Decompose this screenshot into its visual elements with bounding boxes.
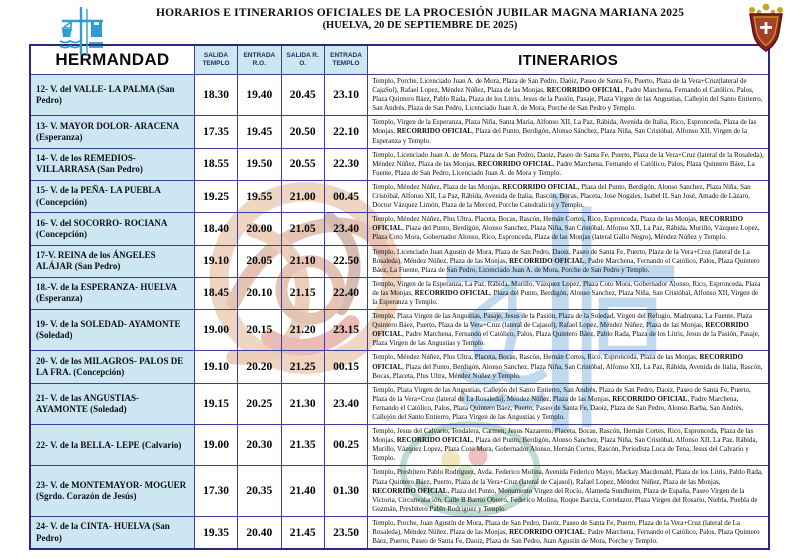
salida-templo-time: 19.25 <box>194 180 237 212</box>
itinerario-text: Templo, Jesus del Calvario, Tendalera, Carmen, Jesus Nazareno, Placeta, Bocas, Rascón, Hernán Cortes, Rico, Espronceda, Plaza de las Monjas, RECORRIDO OFICIAL, Plaza del Punto, Berdigón, Alonso Sanchez, Plaza Niña, San Cristóbal, Alfonso XII, La Paz, Rábida, Murillo, Vázquez Lopez, Plaza Coto Mora, Gobernador Alonso, Hernán Cortes, Rascón, Periodista Luca de Tena, Jesus del Calvario y Templo. <box>368 425 769 466</box>
salida-templo-time: 19.00 <box>194 310 237 351</box>
table-row <box>30 310 769 351</box>
hermandad-name: 19- V. de la SOLEDAD- AYAMONTE (Soledad) <box>30 310 194 351</box>
salida-ro-time: 21.05 <box>281 213 324 245</box>
entrada-ro-time: 20.05 <box>238 245 281 277</box>
itinerario-text: Templo, Plaza Virgen de las Angustias, Pasaje, Jesus de la Pasión, Plaza de la Soledad, Virgen del Refugio, Madreana, La Fuente, Plaza Quintero Báez, Puerto, Plaza de la Vera+Cruz (lateral de Cajasol), Rafael Lopez, Méndez Núñez, Plaza de las Monjas, RECORRIDO OFICIAL, Padre Marchena, Fernando el Católico, Palos, Plaza Quintero Báez, Pablo Rada, Plaza de los Litris, Jesus de la Pasión, Pasaje, Plaza Virgen de las Angustias y Templo. <box>368 310 769 351</box>
salida-ro-time: 21.35 <box>281 425 324 466</box>
salida-ro-time: 21.45 <box>281 516 324 549</box>
hermandad-name: 17-V. REINA de los ÁNGELES ALÁJAR (San Pedro) <box>30 245 194 277</box>
entrada-ro-time: 19.55 <box>238 180 281 212</box>
hermandad-name: 18.-V. de la ESPERANZA- HUELVA (Esperanza) <box>30 277 194 309</box>
entrada-templo-time: 00.45 <box>324 180 367 212</box>
table-row <box>30 466 769 516</box>
title-line2: (HUELVA, 20 DE SEPTIEMBRE DE 2025) <box>322 20 518 31</box>
salida-ro-time: 21.00 <box>281 180 324 212</box>
hermandad-crest-icon <box>742 3 790 55</box>
table-row <box>30 245 769 277</box>
column-header-entrada-templo: ENTRADA TEMPLO <box>324 45 367 75</box>
hermandad-name: 21- V. de las ANGUSTIAS- AYAMONTE (Soledad) <box>30 383 194 424</box>
entrada-templo-time: 00.25 <box>324 425 367 466</box>
entrada-templo-time: 23.15 <box>324 310 367 351</box>
entrada-ro-time: 20.25 <box>238 383 281 424</box>
diocese-cross-logo-icon <box>56 5 106 57</box>
itinerario-text: Templo, Méndez Núñez, Plus Ultra, Placeta, Bocas, Rascón, Hernán Cortes, Rico, Espronceda, Plaza de las Monjas, RECORRIDO OFICIAL, Plaza del Punto, Berdigón, Alonso Sanchez, Plaza Niña, San Cristóbal, Alfonso XII, La Paz, Rábida, Murillo, Vázquez Lopez, Plaza Coto Mora, Gobernador Alonso, Rico, Espronceda, Plaza de las Monjas (lateral Gallo Negro), Méndez Núñez y Templo. <box>368 213 769 245</box>
hermandad-name: 14- V. de los REMEDIOS- VILLARRASA (San Pedro) <box>30 148 194 180</box>
table-row <box>30 277 769 309</box>
column-header-hermandad: HERMANDAD <box>30 45 194 75</box>
salida-templo-time: 18.45 <box>194 277 237 309</box>
entrada-templo-time: 22.30 <box>324 148 367 180</box>
itinerario-text: Templo, Porche, Licenciado Juan A. de Mora, Plaza de San Pedro, Daóiz, Paseo de Santa Fe, Puerto, Plaza de la Vera+Cruz(lateral de CajaSol), Rafael Lopez, Méndez Núñez, Plaza de las Monjas, RECORRIDO OFICIAL, Padre Marchena, Fernando el Católico, Palos, Plaza Quintero Báez, Pablo Rada, Plaza de los Litris, Jesus de la Pasión, Pasaje, Plaza Virgen de las Angustias, Callejón del Santo Entierro, San Andrés, Plaza de San Pedro, Licenciado Juan A. de Mora, Porche de San Pedro y Templo. <box>368 75 769 116</box>
salida-ro-time: 21.30 <box>281 383 324 424</box>
document-header <box>0 0 800 44</box>
salida-ro-time: 21.15 <box>281 277 324 309</box>
hermandad-name: 15- V. de la PEÑA- LA PUEBLA (Concepción) <box>30 180 194 212</box>
entrada-templo-time: 22.10 <box>324 116 367 148</box>
entrada-ro-time: 20.00 <box>238 213 281 245</box>
entrada-ro-time: 20.35 <box>238 466 281 516</box>
salida-templo-time: 18.30 <box>194 75 237 116</box>
salida-templo-time: 17.35 <box>194 116 237 148</box>
table-row <box>30 425 769 466</box>
title-line1: HORARIOS E ITINERARIOS OFICIALES DE LA PROCESIÓN JUBILAR MAGNA MARIANA 2025 <box>155 7 685 19</box>
itinerario-text: Templo, Méndez Núñez, Plaza de las Monjas, RECORRIDO OFICIAL, Plaza del Punto, Berdigón, Alonso Sanchez, Plaza Niña, San Cristóbal, Alfonso XII, La Paz, Rábida, Avenida de Italia, Rascón, Bocas, Placeta, Jose Nogales, Isabel II, San José, Amado de Lázaro, Doctor Vázquez Limón, Plaza de la Merced, Porche Catedralicio y Templo. <box>368 180 769 212</box>
hermandad-name: 20- V. de los MILAGROS- PALOS DE LA FRA. (Concepción) <box>30 351 194 383</box>
hermandad-name: 16- V. del SOCORRO- ROCIANA (Concepción) <box>30 213 194 245</box>
itinerario-text: Templo, Presbítero Pablo Rodríguez, Avda. Federico Molina, Avenida Federico Mayo, Mackay Macdonald, Plaza de los Litris, Pablo Rada, Plaza Quintero Báez, Puerto, Plaza de la Vera+Cruz (lateral de Cajasol), Rafael Lopez, Méndez Núñez, Plaza de las Monjas, RECORRIDO OFICIAL, Plaza del Punto, Monumento Virgen del Rocío, Alameda Sundheim, Plaza de España, Paseo Virgen de la Victoria, Circunvalación, Calle B Barrio Obrero, Federico Molina, Roque Barcia, Cortelazor, Plaza Virgen del Rosario, Niebla, Puebla de Guzmán, Presbítero Pablo Rodríguez y Templo. <box>368 466 769 516</box>
itinerario-text: Templo, Méndez Núñez, Plus Ultra, Placeta, Bocas, Rascón, Hernán Cortes, Rico, Espronceda, Plaza de las Monjas, RECORRIDO OFICIAL, Plaza del Punto, Berdigón, Alonso Sanchez, Plaza Niña, San Cristóbal, Alfonso XII, La Paz, Rábida, Avenida de Italia, Rascón, Bocas, Placeta, Plus Ultra, Méndez Núñez y Templo. <box>368 351 769 383</box>
entrada-templo-time: 23.40 <box>324 383 367 424</box>
salida-templo-time: 19.10 <box>194 245 237 277</box>
salida-ro-time: 20.50 <box>281 116 324 148</box>
salida-templo-time: 19.15 <box>194 383 237 424</box>
document-title <box>110 7 730 31</box>
hermandad-name: 24- V. de la CINTA- HUELVA (San Pedro) <box>30 516 194 549</box>
salida-ro-time: 21.40 <box>281 466 324 516</box>
salida-ro-time: 21.25 <box>281 351 324 383</box>
salida-ro-time: 20.45 <box>281 75 324 116</box>
salida-templo-time: 18.40 <box>194 213 237 245</box>
table-row <box>30 75 769 116</box>
itinerario-text: Templo, Porche, Juan Agustín de Mora, Plaza de San Pedro, Daoiz, Paseo de Santa Fe, Puerto, Plaza de la Vera+Cruz (lateral de La Rosaleda), Méndez Núñez, Plaza de las Monjas, RECORRIDO OFICIAL, Padre Marchena, Fernando el Católico, Palos, Plaza Quintero Báez, Puerto, Paseo de Santa Fe, Daoiz, Plaza de San Pedro, Juan Agustín de Mora, Porche y Templo. <box>368 516 769 549</box>
entrada-ro-time: 20.20 <box>238 351 281 383</box>
salida-templo-time: 19.00 <box>194 425 237 466</box>
table-row <box>30 116 769 148</box>
salida-ro-time: 21.10 <box>281 245 324 277</box>
salida-ro-time: 21.20 <box>281 310 324 351</box>
itinerario-text: Templo, Licenciado Juan Agustín de Mora, Plaza de San Pedro, Daoiz, Paseo de Santa Fe, Puerto, Plaza de la Vera+Cruz (lateral de La Rosaleda), Méndez Núñez, Plaza de las Monjas, RECORRIDO OFICIAL, Padre Marchena, Fernando el Católico, Palos, Plaza Quintero Báez, La Fuente, Plaza de San Pedro, Licenciado Juan A. de Mora, Porche de San Pedro y Templo. <box>368 245 769 277</box>
entrada-templo-time: 23.50 <box>324 516 367 549</box>
rows-body <box>30 75 769 550</box>
horarios-itinerarios-table <box>29 44 770 550</box>
itinerario-text: Templo, Licenciado Juan A. de Mora, Plaza de San Pedro, Daoiz, Paseo de Santa Fe, Puerto, Plaza de la Vera+Cruz (lateral de la Rosaleda), Méndez Núñez, Plaza de las Monjas, RECORRIDO OFICIAL, Padre Marchena, Fernando el Católico, Palos, Plaza Quintero Báez, La Fuente, Plaza de San Pedro, Licenciado Juan A. de Mora y Templo. <box>368 148 769 180</box>
table-row <box>30 351 769 383</box>
hermandad-name: 23- V. de MONTEMAYOR- MOGUER (Sgrdo. Corazón de Jesús) <box>30 466 194 516</box>
entrada-ro-time: 19.50 <box>238 148 281 180</box>
salida-templo-time: 18.55 <box>194 148 237 180</box>
salida-templo-time: 17.30 <box>194 466 237 516</box>
table-header-row <box>30 45 769 75</box>
table-row <box>30 383 769 424</box>
entrada-ro-time: 20.40 <box>238 516 281 549</box>
table-row <box>30 148 769 180</box>
hermandad-name: 22- V. de la BELLA- LEPE (Calvario) <box>30 425 194 466</box>
entrada-templo-time: 23.10 <box>324 75 367 116</box>
entrada-ro-time: 20.10 <box>238 277 281 309</box>
salida-ro-time: 20.55 <box>281 148 324 180</box>
entrada-ro-time: 20.15 <box>238 310 281 351</box>
table-row <box>30 213 769 245</box>
entrada-ro-time: 19.45 <box>238 116 281 148</box>
itinerario-text: Templo, Virgen de la Esperanza, La Paz, Rábida, Murillo, Vázquez Lopez, Plaza Coto Mora, Gobernador Alonso, Rico, Espronceda, Plaza de las Monjas, RECORRIDO OFICIAL, Plaza del Punto, Berdigón, Alonso Sanchez, Plaza Niña, San Cristóbal, Alfonso XII, Virgen de la Esperanza y Templo. <box>368 277 769 309</box>
itinerario-text: Templo, Virgen de la Esperanza, Plaza Niña, Santa Maria, Alfonso XII, La Paz, Rábida, Avenida de Italia, Rico, Espronceda, Plaza de las Monjas, RECORRIDO OFICIAL, Plaza del Punto, Berdigón, Alonso Sánchez, Plaza Niña, San Cristóbal, Alfonso XII, Virgen de la Esperanza y Templo. <box>368 116 769 148</box>
hermandad-name: 13- V. MAYOR DOLOR- ARACENA (Esperanza) <box>30 116 194 148</box>
entrada-ro-time: 19.40 <box>238 75 281 116</box>
salida-templo-time: 19.35 <box>194 516 237 549</box>
salida-templo-time: 19.10 <box>194 351 237 383</box>
entrada-templo-time: 23.40 <box>324 213 367 245</box>
entrada-templo-time: 22.50 <box>324 245 367 277</box>
itinerario-text: Templo, Plaza Virgen de las Angustias, Callejón del Santo Entierro, San Andrés, Plaza de San Pedro, Daoiz, Paseo de Santa Fe, Puerto, Plaza de la Vera+Cruz (lateral de La Rosaleda), Méndez Núñez, Plaza de las Monjas, RECORRIDO OFICIAL, Padre Marchena, Fernando el Católico, Palos, Plaza Quintero Báez, Puerto, Paseo de Santa Fe, Daoiz, Plaza de San Pedro, Alonso Barba, San Andrés, Callejón del Santo Entierro, Plaza Virgen de las Angustias y Templo. <box>368 383 769 424</box>
column-header-entrada-ro: ENTRADA R.O. <box>238 45 281 75</box>
entrada-ro-time: 20.30 <box>238 425 281 466</box>
entrada-templo-time: 22.40 <box>324 277 367 309</box>
column-header-salida-templo: SALIDA TEMPLO <box>194 45 237 75</box>
table-row <box>30 180 769 212</box>
column-header-salida-ro: SALIDA R. O. <box>281 45 324 75</box>
entrada-templo-time: 01.30 <box>324 466 367 516</box>
table-row <box>30 516 769 549</box>
entrada-templo-time: 00.15 <box>324 351 367 383</box>
hermandad-name: 12- V. del VALLE- LA PALMA (San Pedro) <box>30 75 194 116</box>
column-header-itinerarios: ITINERARIOS <box>368 45 769 75</box>
